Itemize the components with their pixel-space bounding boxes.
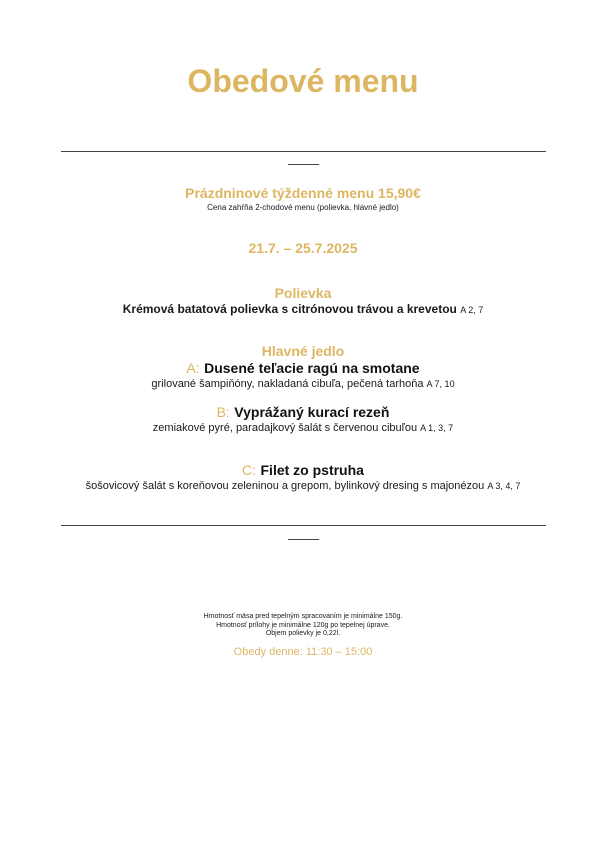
weekly-menu-note: Cena zahŕňa 2-chodové menu (polievka, hlavné jedlo) xyxy=(207,203,399,212)
main-item-letter: C: xyxy=(242,462,257,478)
main-item-c-description xyxy=(0,480,606,492)
footer-note-side: Hmotnosť prílohy je minimálne 120g po tepelnej úprave. xyxy=(216,622,390,629)
main-item-b xyxy=(0,404,606,422)
main-item-name: Vyprážaný kurací rezeň xyxy=(234,404,390,420)
mains-heading: Hlavné jedlo xyxy=(261,343,345,359)
main-item-allergens: A 7, 10 xyxy=(426,379,455,389)
page-title: Obedové menu xyxy=(187,63,419,99)
soup-dish xyxy=(0,302,606,316)
divider-bottom xyxy=(61,525,546,526)
main-item-a xyxy=(0,360,606,378)
main-item-description: grilované šampiňóny, nakladaná cibuľa, pečená tarhoňa xyxy=(151,378,424,390)
main-item-allergens: A 3, 4, 7 xyxy=(487,481,521,491)
footer-note-meat: Hmotnosť mäsa pred tepelným spracovaním je minimálne 150g. xyxy=(203,613,403,620)
divider-bottom-short xyxy=(288,539,319,540)
soup-heading: Polievka xyxy=(274,285,332,301)
main-item-description: šošovicový šalát s koreňovou zeleninou a grepom, bylinkový dresing s majonézou xyxy=(85,480,485,492)
main-item-letter: A: xyxy=(186,360,200,376)
main-item-name: Dusené teľacie ragú na smotane xyxy=(204,360,420,376)
main-item-c xyxy=(0,462,606,480)
main-item-allergens: A 1, 3, 7 xyxy=(420,423,454,433)
main-item-description: zemiakové pyré, paradajkový šalát s červenou cibuľou xyxy=(152,422,418,434)
date-range: 21.7. – 25.7.2025 xyxy=(248,240,358,256)
soup-dish-name: Krémová batatová polievka s citrónovou trávou a krevetou xyxy=(122,302,457,316)
weekly-menu-header: Prázdninové týždenné menu 15,90€ xyxy=(185,185,421,201)
soup-allergens: A 2, 7 xyxy=(460,305,484,315)
main-item-name: Filet zo pstruha xyxy=(260,462,364,478)
lunch-hours: Obedy denne: 11:30 – 15:00 xyxy=(233,646,373,658)
main-item-b-description xyxy=(0,422,606,434)
divider-top-short xyxy=(288,164,319,165)
footer-note-soup: Objem polievky je 0,22l. xyxy=(265,630,341,637)
main-item-letter: B: xyxy=(216,404,230,420)
divider-top xyxy=(61,151,546,152)
main-item-a-description xyxy=(0,378,606,390)
